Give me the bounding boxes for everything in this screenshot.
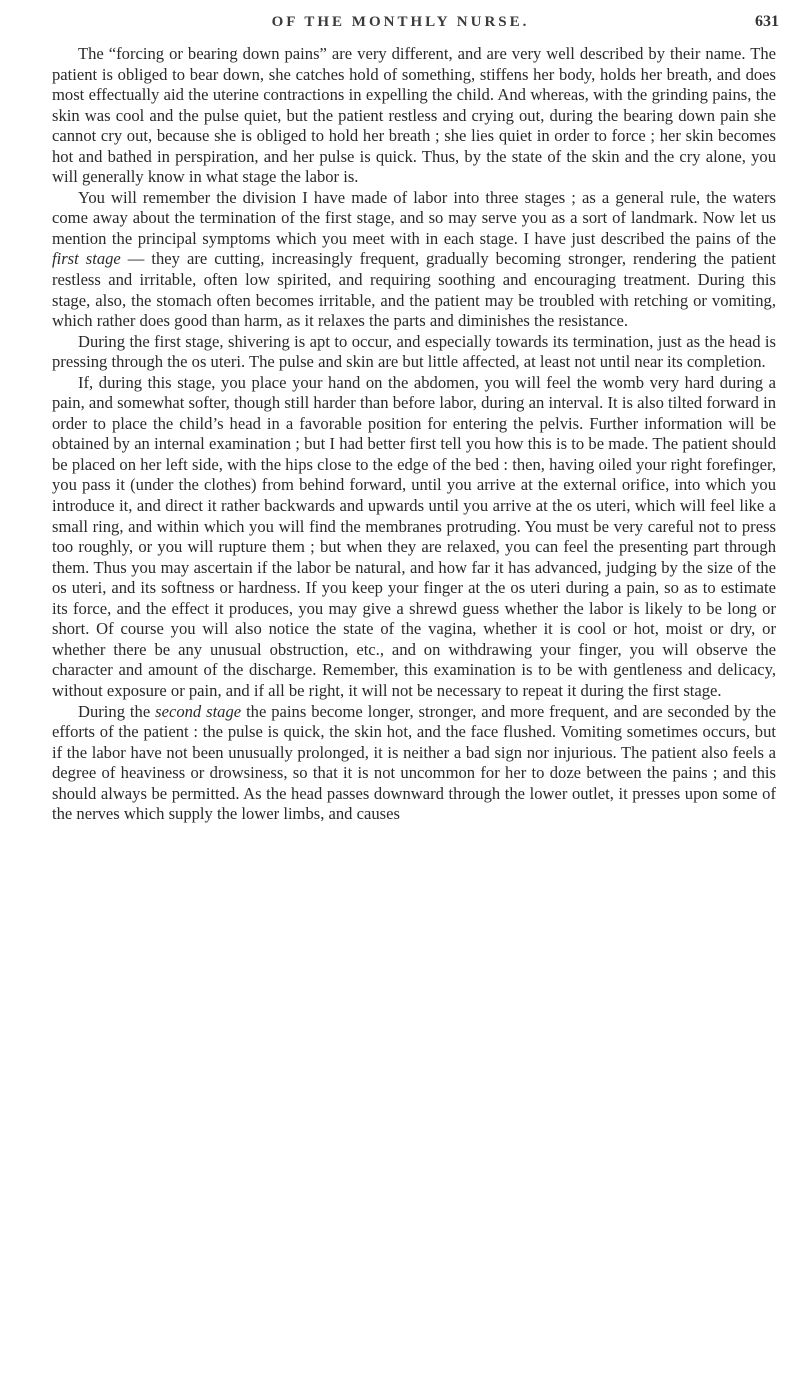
text-segment: If, during this stage, you place your hand on the abdomen, you will feel the womb very hard during a pain, and somewhat softer, though still harder than before labor, during an interval. It is also tilted forward in order to place the child’s head in a favorable position for entering the pelvis. Further information will be obtained by an internal examination ; but I had better first tell you how this is to be made. The patient should be placed on her left side, with the hips close to the edge of the bed : then, having oiled your right forefinger, you pass it (under the clothes) from behind forward, until you arrive at the external orifice, into which you introduce it, and direct it rather backwards and upwards until you arrive at the os uteri, which will feel like a small ring, and within which you will find the membranes protruding. You must be very careful not to press too roughly, or you will rupture them ; but when they are relaxed, you can feel the presenting part through them. Thus you may ascertain if the labor be natural, and how far it has advanced, judging by the size of the os uteri, and its softness or hardness. If you keep your finger at the os uteri during a pain, so as to estimate its force, and the effect it produces, you may give a shrewd guess whether the labor is likely to be long or short. Of course you will also notice the state of the vagina, whether it is cool or hot, moist or dry, or whether there be any unusual obstruction, etc., and on withdrawing your finger, you will observe the character and amount of the discharge. Remember, this examination is to be with gentleness and delicacy, without exposure or pain, and if all be right, it will not be necessary to repeat it during the first stage. — [52, 372, 776, 700]
text-segment: During the — [78, 701, 156, 721]
page-header — [18, 10, 783, 40]
paragraph-2 — [52, 188, 776, 332]
emphasis-first-stage: first stage — [52, 249, 121, 269]
body-text — [52, 44, 776, 825]
text-segment: the pains become longer, stronger, and more frequent, and are seconded by the efforts of the patient : the pulse is quick, the skin hot, and the face flushed. Vomiting sometimes occurs, but if the labor have not been unusually prolonged, it is neither a bad sign nor injurious. The patient also feels a degree of heaviness or drowsiness, so that it is not uncommon for her to doze between the pains ; and this should always be permitted. As the head passes downward through the lower outlet, it presses upon some of the nerves which supply the lower limbs, and causes — [52, 701, 776, 824]
text-segment: — they are cutting, increasingly frequent, gradually becoming stronger, rendering the patient restless and irritable, often low spirited, and requiring soothing and encouraging treatment. During this stage, also, the stomach often becomes irritable, and the patient may be troubled with retching or vomiting, which rather does good than harm, as it relaxes the parts and diminishes the resistance. — [52, 249, 776, 331]
page-number: 631 — [755, 13, 779, 30]
paragraph-4 — [52, 373, 776, 702]
running-title: OF THE MONTHLY NURSE. — [271, 14, 530, 30]
emphasis-second-stage: second stage — [155, 701, 242, 721]
book-page — [18, 0, 783, 1396]
text-segment: During the first stage, shivering is apt to occur, and especially towards its termination, just as the head is pressing through the os uteri. The pulse and skin are but little affected, at least not until near its completion. — [52, 331, 776, 372]
text-segment: The “forcing or bearing down pains” are very different, and are very well described by their name. The patient is obliged to bear down, she catches hold of something, stiffens her body, holds her breath, and does most effectually aid the uterine contractions in expelling the child. And whereas, with the grinding pains, the skin was cool and the pulse quiet, but the patient restless and crying out, during the bearing down pain she cannot cry out, because she is obliged to hold her breath ; she lies quiet in order to force ; her skin becomes hot and bathed in perspiration, and her pulse is quick. Thus, by the state of the skin and the cry alone, you will generally know in what stage the labor is. — [52, 44, 776, 187]
paragraph-1 — [52, 44, 776, 188]
paragraph-3 — [52, 332, 776, 373]
text-segment: You will remember the division I have made of labor into three stages ; as a general rule, the waters come away about the termination of the first stage, and so may serve you as a sort of landmark. Now let us mention the principal symptoms which you meet with in each stage. I have just described the pains of the — [52, 187, 776, 248]
paragraph-5 — [52, 702, 776, 825]
